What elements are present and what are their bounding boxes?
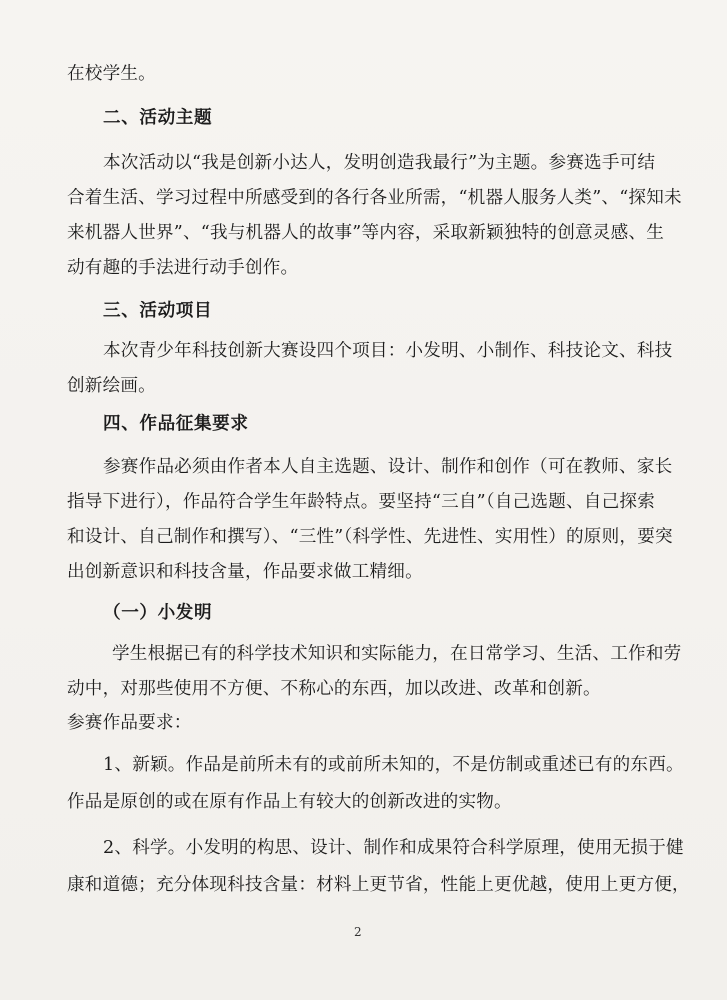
section-heading-theme: 二、活动主题: [103, 108, 213, 128]
text-line: 学生根据已有的科学技术知识和实际能力，在日常学习、生活、工作和劳: [112, 644, 682, 664]
text-line: 动有趣的手法进行动手创作。: [67, 258, 299, 278]
text-line: 合着生活、学习过程中所感受到的各行各业所需，“机器人服务人类”、“探知未: [67, 188, 682, 208]
text-line: 作品是原创的或在原有作品上有较大的创新改进的实物。: [67, 792, 512, 812]
text-line: 创新绘画。: [67, 376, 156, 396]
text-line: 本次活动以“我是创新小达人，发明创造我最行”为主题。参赛选手可结: [103, 153, 656, 173]
text-line: 和设计、自己制作和撰写）、“三性”（科学性、先进性、实用性）的原则，要突: [67, 527, 673, 547]
text-line: 来机器人世界”、“我与机器人的故事”等内容，采取新颖独特的创意灵感、生: [67, 223, 664, 243]
text-line: 指导下进行），作品符合学生年龄特点。要坚持“三自”（自己选题、自己探索: [67, 492, 655, 512]
subsection-heading-invention: （一）小发明: [103, 603, 213, 623]
text-line: 2、科学。小发明的构思、设计、制作和成果符合科学原理，使用无损于健: [103, 838, 684, 858]
text-line: 康和道德；充分体现科技含量：材料上更节省，性能上更优越，使用上更方便，: [67, 875, 690, 895]
text-line: 出创新意识和科技含量，作品要求做工精细。: [67, 562, 423, 582]
section-heading-requirements: 四、作品征集要求: [103, 414, 249, 434]
text-line: 参赛作品要求：: [67, 713, 192, 733]
section-heading-projects: 三、活动项目: [103, 301, 213, 321]
text-line: 在校学生。: [67, 64, 156, 84]
text-line: 1、新颖。作品是前所未有的或前所未知的，不是仿制或重述已有的东西。: [103, 755, 684, 775]
text-line: 参赛作品必须由作者本人自主选题、设计、制作和创作（可在教师、家长: [103, 457, 673, 477]
text-line: 本次青少年科技创新大赛设四个项目：小发明、小制作、科技论文、科技: [103, 341, 673, 361]
page-number: 2: [354, 925, 362, 939]
text-line: 动中，对那些使用不方便、不称心的东西，加以改进、改革和创新。: [67, 679, 601, 699]
